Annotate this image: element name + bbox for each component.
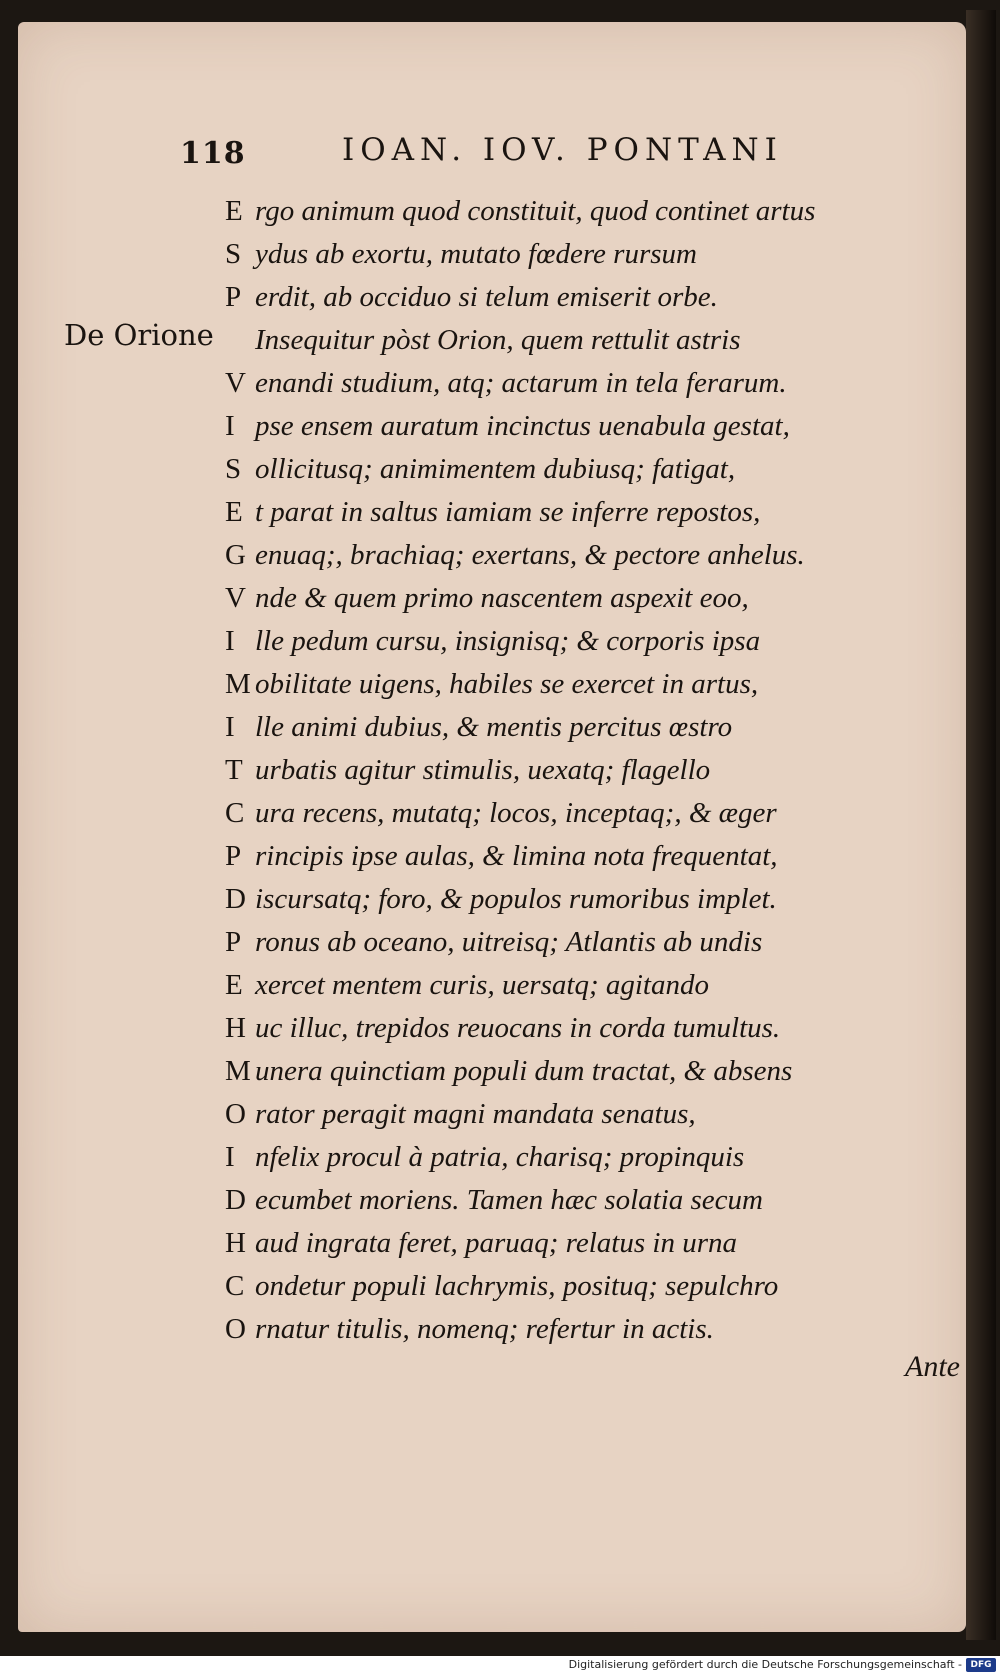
verse-text: ecumbet moriens. Tamen hæc solatia secum bbox=[255, 1184, 763, 1216]
running-head: IOAN. IOV. PONTANI bbox=[342, 132, 783, 168]
book-gutter bbox=[966, 10, 996, 1640]
verse-initial: I bbox=[225, 1141, 235, 1173]
verse-line bbox=[225, 921, 955, 964]
page-header bbox=[180, 132, 820, 184]
verse-initial: S bbox=[225, 238, 242, 270]
verse-text: lle pedum cursu, insignisq; & corporis ipsa bbox=[255, 625, 761, 657]
verse-initial: V bbox=[225, 367, 246, 399]
verse-text: rator peragit magni mandata senatus, bbox=[255, 1098, 696, 1130]
verse-initial: I bbox=[225, 711, 235, 743]
verse-initial: O bbox=[225, 1098, 246, 1130]
page-number: 118 bbox=[180, 136, 246, 171]
verse-text: ollicitusq; animimentem dubiusq; fatigat, bbox=[255, 453, 736, 485]
verse-line bbox=[225, 534, 955, 577]
verse-initial: E bbox=[225, 969, 243, 1001]
verse-text: nfelix procul à patria, charisq; propinquis bbox=[255, 1141, 745, 1173]
verse-initial: D bbox=[225, 883, 246, 915]
verse-text: rgo animum quod constituit, quod continet artus bbox=[255, 195, 816, 227]
verse-text: nde & quem primo nascentem aspexit eoo, bbox=[255, 582, 749, 614]
verse-line bbox=[225, 1093, 955, 1136]
verse-line bbox=[225, 1308, 955, 1351]
verse-text: rnatur titulis, nomenq; refertur in actis. bbox=[255, 1313, 714, 1345]
verse-text: iscursatq; foro, & populos rumoribus implet. bbox=[255, 883, 777, 915]
verse-line bbox=[225, 1007, 955, 1050]
verse-text: erdit, ab occiduo si telum emiserit orbe. bbox=[255, 281, 718, 313]
verse-line bbox=[225, 878, 955, 921]
verse-initial: E bbox=[225, 195, 243, 227]
verse-initial: G bbox=[225, 539, 246, 571]
verse-text: ydus ab exortu, mutato fœdere rursum bbox=[255, 238, 697, 270]
verse-line bbox=[225, 233, 955, 276]
verse-line bbox=[225, 663, 955, 706]
verse-line bbox=[225, 1222, 955, 1265]
dfg-logo-icon: DFG bbox=[966, 1658, 996, 1672]
margin-note: De Orione bbox=[64, 318, 214, 352]
verse-line bbox=[225, 964, 955, 1007]
verse-text: ronus ab oceano, uitreisq; Atlantis ab undis bbox=[255, 926, 763, 958]
verse-text: xercet mentem curis, uersatq; agitando bbox=[255, 969, 709, 1001]
verse-initial: O bbox=[225, 1313, 246, 1345]
verse-initial: P bbox=[225, 840, 242, 872]
verse-initial: I bbox=[225, 410, 235, 442]
verse-initial: E bbox=[225, 496, 243, 528]
verse-line bbox=[225, 835, 955, 878]
verse-line bbox=[225, 792, 955, 835]
verse-text: aud ingrata feret, paruaq; relatus in urna bbox=[255, 1227, 737, 1259]
verse-initial: I bbox=[225, 625, 235, 657]
verse-text: urbatis agitur stimulis, uexatq; flagello bbox=[255, 754, 711, 786]
verse-text: uc illuc, trepidos reuocans in corda tumultus. bbox=[255, 1012, 781, 1044]
verse-text: t parat in saltus iamiam se inferre repostos, bbox=[255, 496, 761, 528]
verse-initial: D bbox=[225, 1184, 246, 1216]
verse-text: enuaq;, brachiaq; exertans, & pectore anhelus. bbox=[255, 539, 805, 571]
verse-text: ondetur populi lachrymis, posituq; sepulchro bbox=[255, 1270, 779, 1302]
verse-text: rincipis ipse aulas, & limina nota frequentat, bbox=[255, 840, 778, 872]
verse-line bbox=[225, 190, 955, 233]
verse-text: pse ensem auratum incinctus uenabula gestat, bbox=[255, 410, 790, 442]
verse-line bbox=[225, 362, 955, 405]
verse-initial: M bbox=[225, 668, 251, 700]
verse-list bbox=[225, 190, 955, 1351]
verse-initial: M bbox=[225, 1055, 251, 1087]
verse-line bbox=[225, 1136, 955, 1179]
footer-bar bbox=[0, 1656, 1000, 1676]
catchword: Ante bbox=[905, 1350, 960, 1383]
verse-text: unera quinctiam populi dum tractat, & absens bbox=[255, 1055, 793, 1087]
verse-initial: H bbox=[225, 1227, 246, 1259]
verse-line bbox=[225, 1050, 955, 1093]
verse-initial: H bbox=[225, 1012, 246, 1044]
verse-line bbox=[225, 405, 955, 448]
verse-line bbox=[225, 620, 955, 663]
verse-text: obilitate uigens, habiles se exercet in artus, bbox=[255, 668, 759, 700]
verse-text: lle animi dubius, & mentis percitus œstro bbox=[255, 711, 733, 743]
verse-text: enandi studium, atq; actarum in tela ferarum. bbox=[255, 367, 787, 399]
verse-line bbox=[225, 1265, 955, 1308]
verse-line bbox=[225, 749, 955, 792]
verse-line bbox=[225, 448, 955, 491]
verse-initial: P bbox=[225, 281, 242, 313]
verse-line bbox=[225, 1179, 955, 1222]
verse-initial: S bbox=[225, 453, 242, 485]
funding-credit: Digitalisierung gefördert durch die Deutsche Forschungsgemeinschaft - bbox=[568, 1658, 962, 1671]
verse-line bbox=[225, 491, 955, 534]
verse-text: ura recens, mutatq; locos, inceptaq;, & æger bbox=[255, 797, 777, 829]
verse-initial: T bbox=[225, 754, 243, 786]
verse-line bbox=[225, 276, 955, 319]
verse-line bbox=[225, 319, 955, 362]
verse-initial: C bbox=[225, 797, 245, 829]
verse-line bbox=[225, 577, 955, 620]
verse-initial: P bbox=[225, 926, 242, 958]
verse-initial: C bbox=[225, 1270, 245, 1302]
verse-initial: V bbox=[225, 582, 246, 614]
verse-line bbox=[225, 706, 955, 749]
verse-text: Insequitur pòst Orion, quem rettulit astris bbox=[255, 324, 741, 356]
